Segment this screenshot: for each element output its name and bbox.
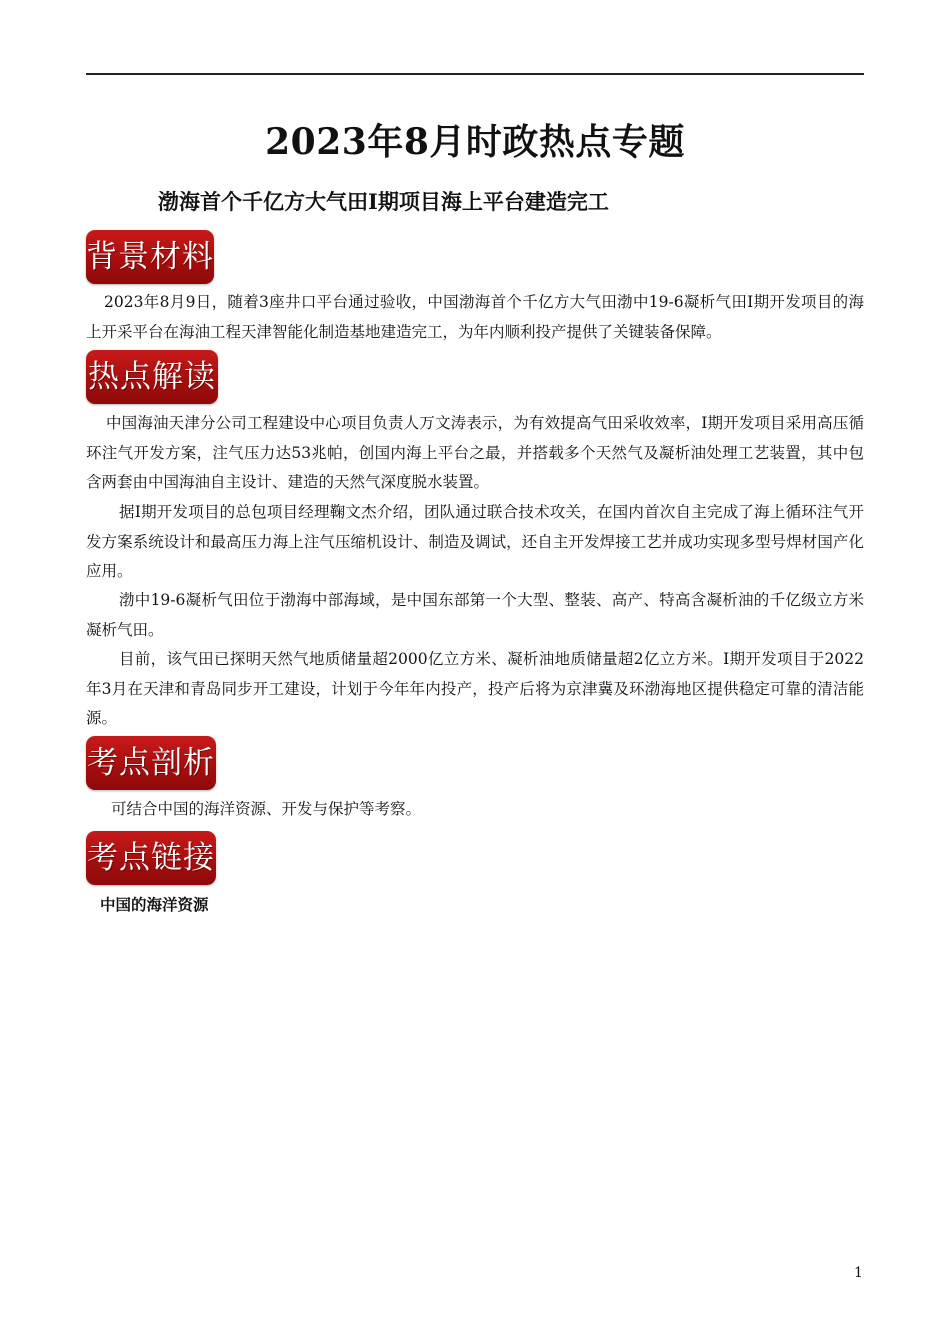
page-title: 2023年8月时政热点专题 (265, 121, 685, 163)
page-number: 1 (854, 1265, 863, 1281)
background-paragraph: 2023年8月9日，随着3座井口平台通过验收，中国渤海首个千亿方大气田渤中19-6凝析气田I期开发项目的海上开采平台在海油工程天津智能化制造基地建造完工，为年内顺利投产提供了关键装备保障。 (86, 293, 864, 341)
interpretation-paragraph-3: 渤中19-6凝析气田位于渤海中部海域，是中国东部第一个大型、整装、高产、特高含凝析油的千亿级立方米凝析气田。 (86, 591, 864, 639)
link-heading: 中国的海洋资源 (100, 896, 209, 914)
badge-hot-topic-interpretation: 热点解读 (86, 350, 218, 404)
article-subtitle: 渤海首个千亿方大气田I期项目海上平台建造完工 (158, 189, 609, 214)
interpretation-paragraph-2: 据I期开发项目的总包项目经理鞠文杰介绍，团队通过联合技术攻关，在国内首次自主完成了海上循环注气开发方案系统设计和最高压力海上注气压缩机设计、制造及调试，还自主开发焊接工艺并成功实现多型号焊材国产化应用。 (86, 503, 864, 580)
badge-exam-point-link: 考点链接 (86, 831, 216, 885)
header-rule (86, 73, 864, 75)
analysis-paragraph: 可结合中国的海洋资源、开发与保护等考察。 (111, 800, 422, 818)
interpretation-paragraph-1: 中国海油天津分公司工程建设中心项目负责人万文涛表示，为有效提高气田采收效率，I期开发项目采用高压循环注气开发方案，注气压力达53兆帕，创国内海上平台之最，并搭载多个天然气及凝析油处理工艺装置，其中包含两套由中国海油自主设计、建造的天然气深度脱水装置。 (86, 414, 864, 491)
badge-exam-point-analysis: 考点剖析 (86, 736, 216, 790)
interpretation-paragraph-4: 目前，该气田已探明天然气地质储量超2000亿立方米、凝析油地质储量超2亿立方米。I期开发项目于2022年3月在天津和青岛同步开工建设，计划于今年年内投产，投产后将为京津冀及环渤海地区提供稳定可靠的清洁能源。 (86, 650, 864, 727)
badge-background-material: 背景材料 (86, 230, 214, 284)
